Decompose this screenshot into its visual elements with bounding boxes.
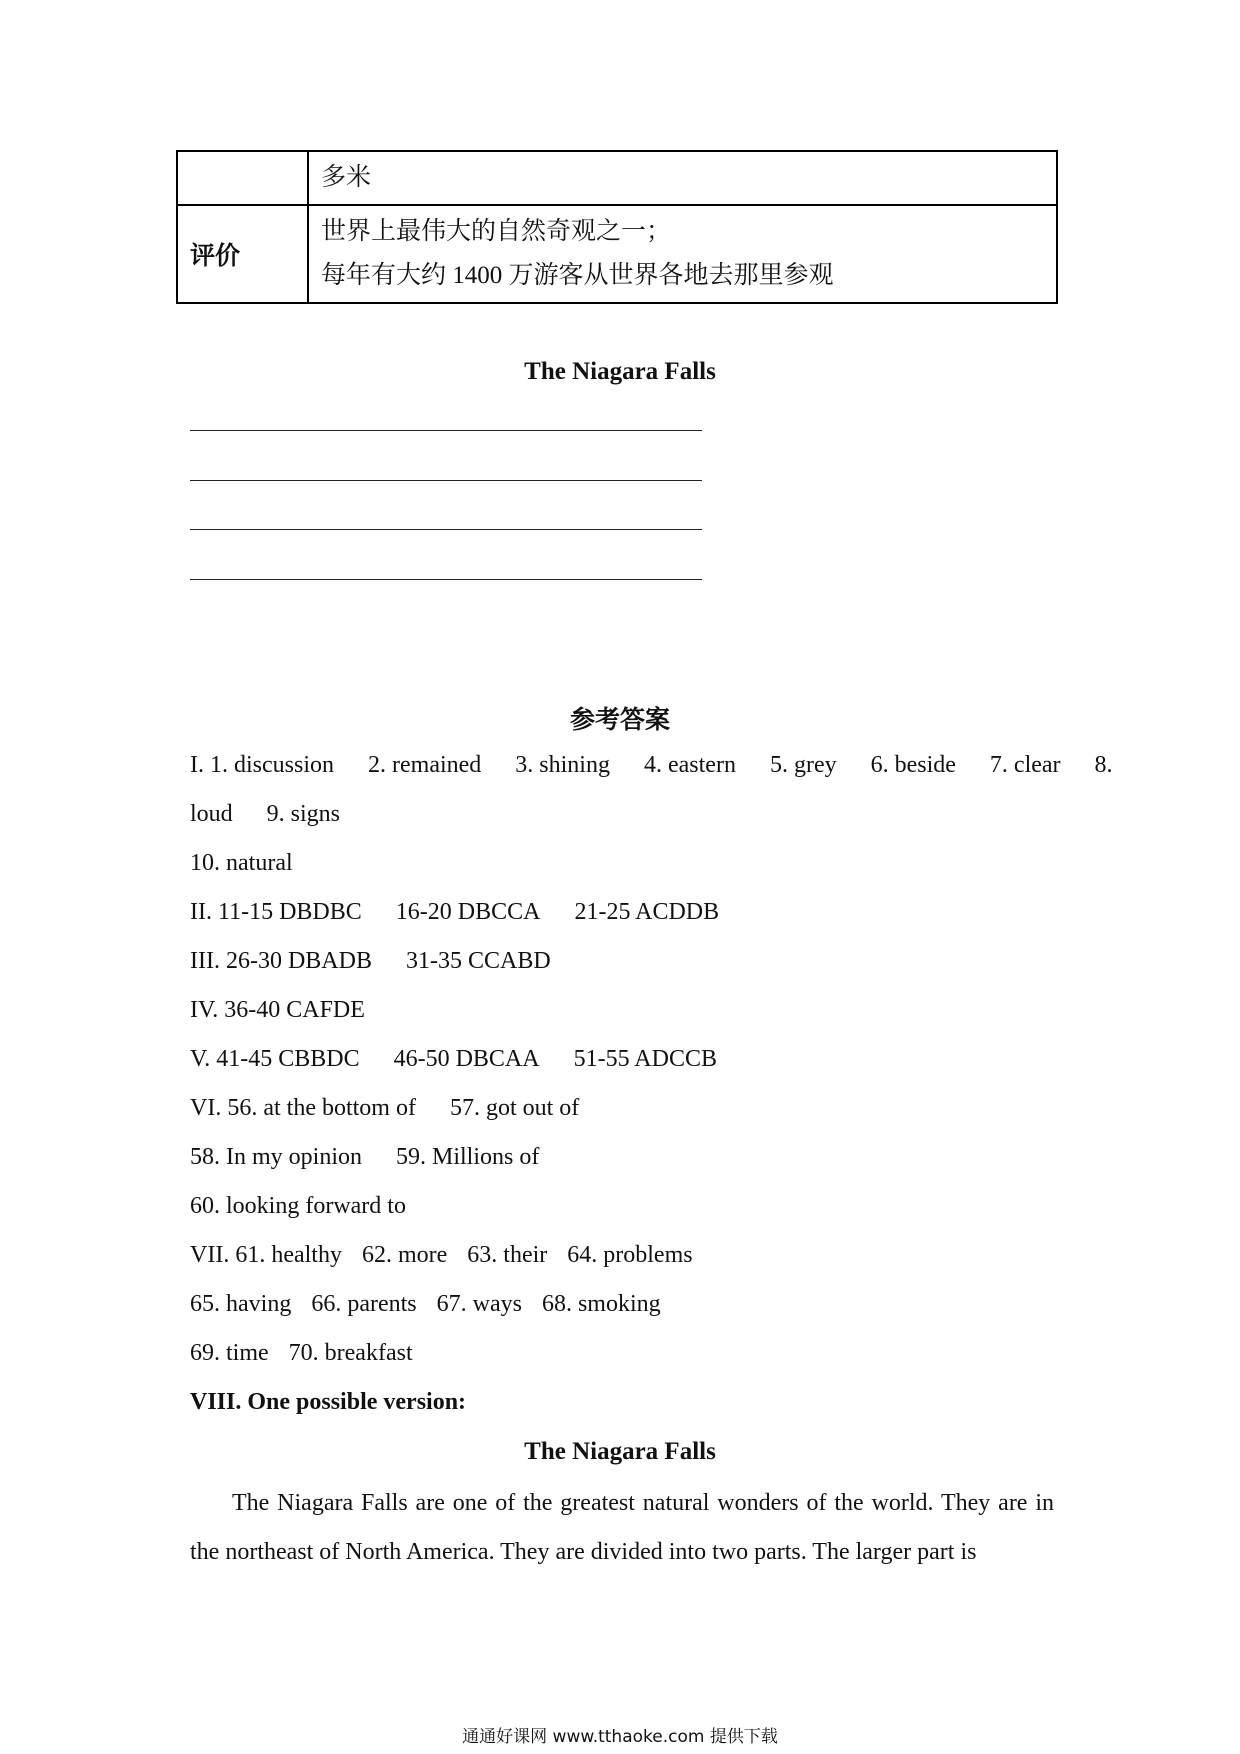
- answer-line: II. 11-15 DBDBC 16-20 DBCCA 21-25 ACDDB: [190, 899, 720, 925]
- answer-line: VII. 61. healthy 62. more 63. their 64. problems: [190, 1242, 693, 1268]
- answer-line: V. 41-45 CBBDC 46-50 DBCAA 51-55 ADCCB: [190, 1046, 717, 1072]
- row-content: [308, 205, 1057, 303]
- answers-title: 参考答案: [569, 707, 670, 734]
- footer-text: 通通好课网 www.tthaoke.com 提供下载: [462, 1727, 778, 1747]
- version-title: The Niagara Falls: [524, 1438, 716, 1465]
- writing-line[interactable]: [190, 579, 702, 580]
- answer-line: 58. In my opinion 59. Millions of: [190, 1144, 540, 1170]
- answer-line: 10. natural: [190, 850, 293, 876]
- writing-line[interactable]: [190, 480, 702, 481]
- answer-heading: VIII. One possible version:: [190, 1389, 467, 1415]
- answer-line: VI. 56. at the bottom of 57. got out of: [190, 1095, 580, 1121]
- answer-line: I. 1. discussion 2. remained 3. shining 4. eastern 5. grey 6. beside 7. clear 8.: [190, 752, 1113, 778]
- writing-line[interactable]: [190, 430, 702, 431]
- answer-line: 69. time 70. breakfast: [190, 1340, 413, 1366]
- answer-line: 65. having 66. parents 67. ways 68. smoking: [190, 1291, 661, 1317]
- version-paragraph: The Niagara Falls are one of the greatest natural wonders of the world. They are in the northeast of North America. They are divided into two parts. The larger part is: [190, 1490, 1054, 1565]
- answer-line: loud 9. signs: [190, 801, 341, 827]
- content-line: 世界上最伟大的自然奇观之一；: [321, 218, 672, 245]
- table-row: [177, 151, 1057, 205]
- answer-line: 60. looking forward to: [190, 1193, 406, 1219]
- content-line: 每年有大约 1400 万游客从世界各地去那里参观: [321, 262, 834, 289]
- info-table: [176, 150, 1058, 304]
- row-label: 评价: [177, 205, 308, 303]
- answer-line: III. 26-30 DBADB 31-35 CCABD: [190, 948, 551, 974]
- essay-title: The Niagara Falls: [524, 358, 716, 385]
- row-content: 多米: [308, 151, 1057, 205]
- writing-line[interactable]: [190, 529, 702, 530]
- answer-line: IV. 36-40 CAFDE: [190, 997, 365, 1023]
- table-row: [177, 205, 1057, 303]
- row-label: [177, 151, 308, 205]
